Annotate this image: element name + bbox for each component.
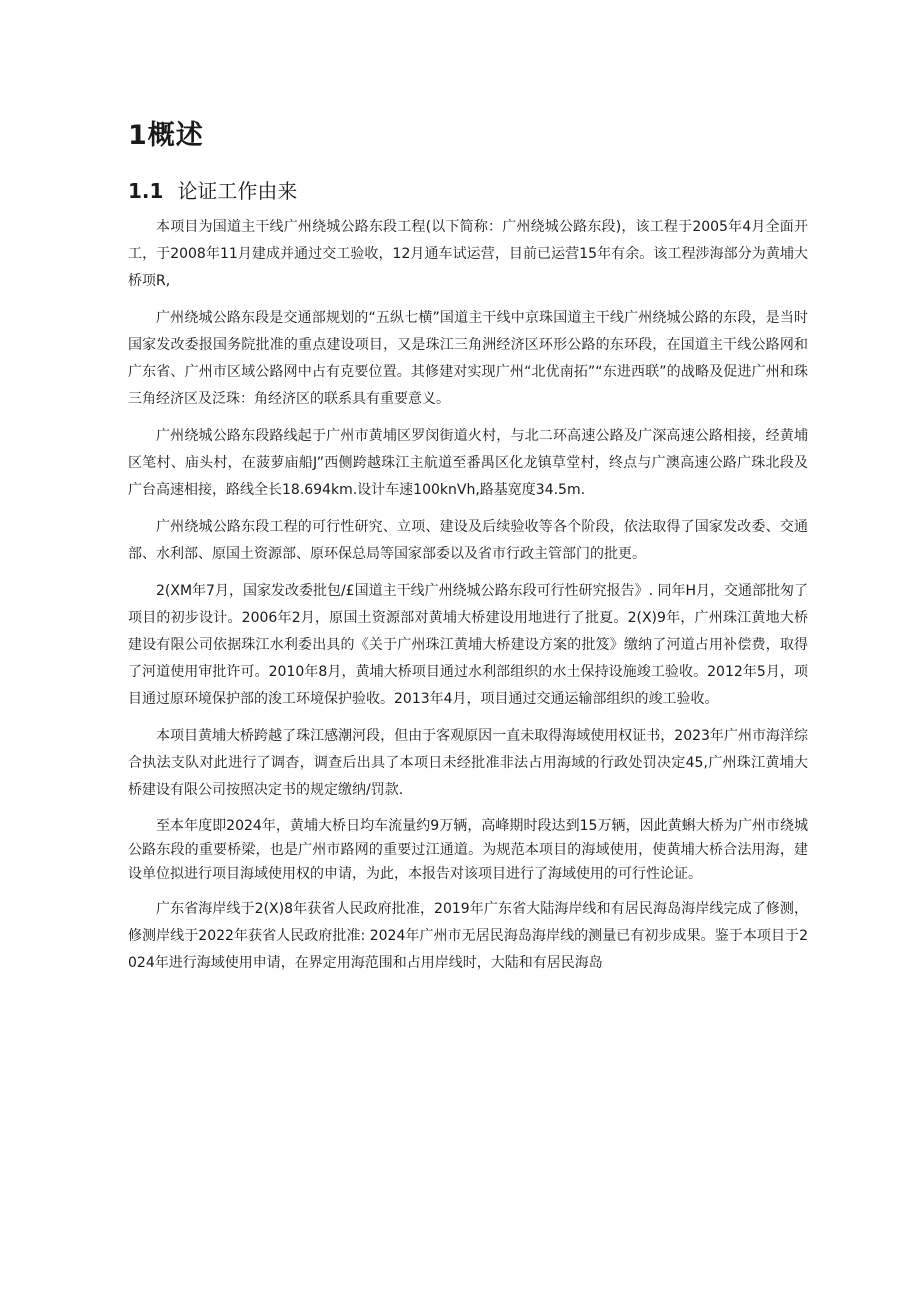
chapter-heading: 1概述 — [128, 120, 204, 151]
body-paragraph: 广州绕城公路东段是交通部规划的“五纵七横”国道主干线中京珠国道主干线广州绕城公路的东段，是当时国家发改委报国务院批准的重点建设项目，又是珠江三角洲经济区环形公路的东环段，在国道主干线公路网和广东省、广州市区域公路网中占有克要位置。其修建对实现广州“北优南拓”“东进西联”的战略及促进广州和珠三角经济区及泛珠：角经济区的联系具有重要意义。 — [128, 310, 808, 407]
section-title: 论证工作由来 — [177, 179, 298, 203]
section-number: 1.1 — [128, 179, 164, 203]
body-paragraph: 广州绕城公路东段路线起于广州市黄埔区罗闵街道火村，与北二环高速公路及广深高速公路相接，经黄埔区笔村、庙头村，在菠萝庙船J”西侧跨越珠江主航道至番禺区化龙镇草堂村，终点与广澳高速公路广珠北段及广台高速相接，路线全长18.694km.设计车速100knVh,路基宽度34.5m. — [128, 428, 808, 498]
body-paragraph: 2(XM年7月，国家发改委批包/£国道主干线广州绕城公路东段可行性研究报告》. 同年H月，交通部批匆了项目的初步设计。2006年2月，原国土资源部对黄埔大桥建设用地进行了批夏。2(X)9年，广州珠江黄地大桥建设有限公司依据珠江水利委出具的《关于广州珠江黄埔大桥建设方案的批笈》缴纳了河道占用补偿费，取得了河道使用审批许可。2010年8月，黄埔大桥项目通过水利部组织的水土保持设施竣工验收。2012年5月，项目通过原环境保护部的浚工环境保护验收。2013年4月，项目通过交通运输部组织的竣工验收。 — [128, 583, 808, 707]
body-paragraph: 本项目为国道主干线广州绕城公路东段工程(以下简称：广州绕城公路东段)，该工程于2005年4月全面开工，于2008年11月建成并通过交工验收，12月通车试运营，目前已运营15年有余。该工程涉海部分为黄埔大桥项R, — [128, 219, 808, 289]
body-paragraph: 本项目黄埔大桥跨越了珠江感潮河段，但由于客观原因一直未取得海域使用权证书，2023年广州市海洋综合执法支队对此进行了调杳，调查后出具了本项日未经批准非法占用海域的行政处罚决定45,广州珠江黄埔大桥建设有限公司按照决定书的规定缴纳/罚款. — [128, 728, 808, 798]
section-heading — [128, 176, 808, 206]
body-paragraph: 广州绕城公路东段工程的可行性研究、立项、建设及后续验收等各个阶段，依法取得了国家发改委、交通部、水利部、原国土资源部、原环保总局等国家部委以及省市行政主管部门的批更。 — [128, 519, 808, 562]
body-paragraph: 广东省海岸线于2(X)8年获省人民政府批准，2019年广东省大陆海岸线和有居民海岛海岸线完成了修测，修测岸线于2022年获省人民政府批准: 2024年广州市无居民海岛海岸线的测量已有初步成果。鉴于本项目于2024年进行海域使用申请，在界定用海范围和占用岸线时，大陆和有居民海岛 — [128, 901, 808, 971]
body-paragraph: 至本年度即2024年，黄埔大桥日均车流量约9万辆，高峰期时段达到15万辆，因此黄蝌大桥为广州市绕城公路东段的重要桥梁，也是广州市路网的重要过江通道。为规范本项目的海域使用，使黄埔大桥合法用海，建设单位拟进行项目海域使用权的申请，为此，本报告对该项目进行了海域使用的可行性论证。 — [128, 818, 808, 882]
